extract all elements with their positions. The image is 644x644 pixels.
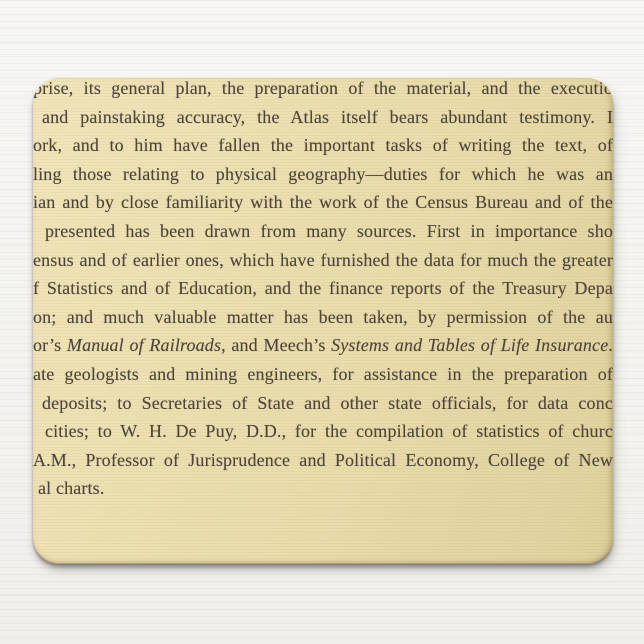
text-line: presented has been drawn from many sources. First in importance sho	[45, 220, 613, 241]
book-title-systems-and-tables-of-life-insurance: Systems and Tables of Life Insurance	[331, 335, 609, 356]
book-title-manual-of-railroads: Manual of Railroads	[66, 335, 222, 356]
text-segment: or’s	[33, 335, 67, 356]
text-segment: .	[608, 335, 613, 356]
text-line: ling those relating to physical geography—duties for which he was an	[33, 163, 613, 184]
text-line: f Statistics and of Education, and the finance reports of the Treasury Depa	[33, 278, 613, 299]
text-line: al charts.	[38, 478, 105, 499]
text-segment: , and Meech’s	[221, 335, 332, 356]
text-line: ork, and to him have fallen the important tasks of writing the text, of	[33, 135, 613, 156]
text-line	[33, 331, 613, 360]
text-line: cities; to W. H. De Puy, D.D., for the compilation of statistics of churc	[45, 421, 613, 442]
text-line: and painstaking accuracy, the Atlas itself bears abundant testimony. I	[42, 106, 613, 127]
text-line: A.M., Professor of Jurisprudence and Political Economy, College of New	[33, 449, 613, 470]
text-line: ate geologists and mining engineers, for assistance in the preparation of	[33, 363, 613, 384]
text-line: ensus and of earlier ones, which have furnished the data for much the greater	[33, 249, 613, 270]
text-line: prise, its general plan, the preparation of the material, and the executio	[33, 78, 613, 98]
mousepad	[33, 78, 613, 564]
printed-page-text	[33, 78, 613, 503]
text-line: ian and by close familiarity with the work of the Census Bureau and of the	[33, 192, 613, 213]
text-line: on; and much valuable matter has been taken, by permission of the au	[33, 306, 613, 327]
text-line: deposits; to Secretaries of State and other state officials, for data conc	[42, 392, 613, 413]
